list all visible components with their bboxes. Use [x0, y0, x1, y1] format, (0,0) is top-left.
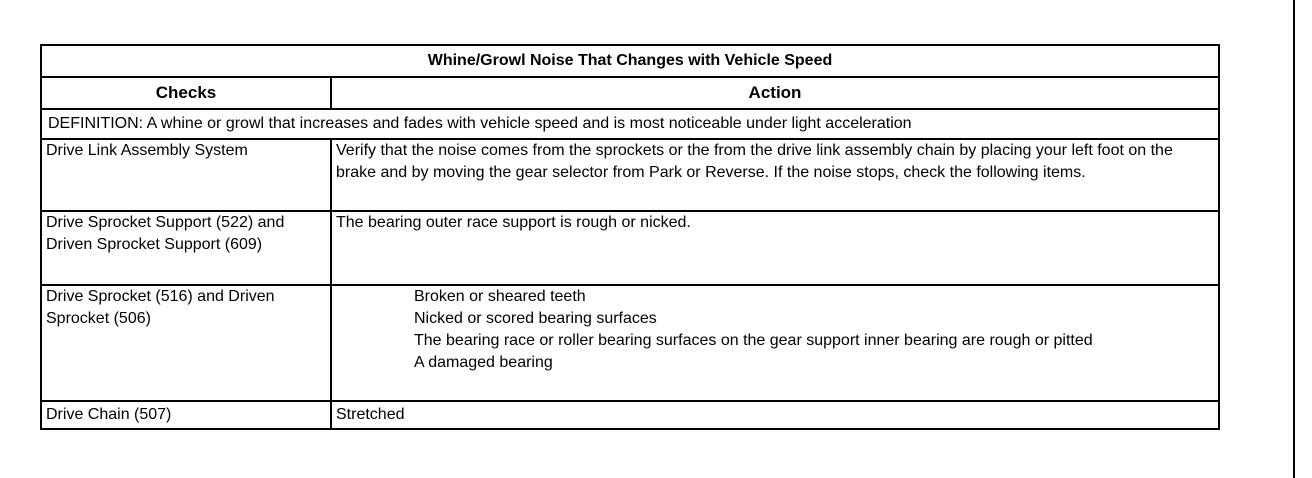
header-row: [41, 77, 1219, 109]
page-right-border: [1293, 0, 1295, 478]
action-cell: [331, 285, 1219, 401]
action-text: Stretched: [336, 406, 405, 423]
definition-text: DEFINITION: A whine or growl that increases and fades with vehicle speed and is most noticeable under light acceleration: [41, 109, 1219, 139]
check-cell: [41, 401, 331, 429]
title-row: [41, 45, 1219, 77]
action-list: [336, 286, 1214, 374]
table-row: [41, 401, 1219, 429]
table-title: Whine/Growl Noise That Changes with Vehicle Speed: [41, 45, 1219, 77]
action-text: Verify that the noise comes from the sprockets or the from the drive link assembly chain by placing your left foot on the brake and by moving the gear selector from Park or Reverse. If the noise stops, check the following items.: [336, 142, 1173, 181]
header-action: Action: [331, 77, 1219, 109]
check-text: Drive Chain (507): [46, 406, 172, 423]
diagnostic-table: [40, 44, 1220, 430]
definition-row: [41, 109, 1219, 139]
check-cell: [41, 139, 331, 211]
check-text: Drive Sprocket Support (522) and Driven Sprocket Support (609): [46, 214, 285, 253]
action-cell: [331, 211, 1219, 285]
check-cell: [41, 285, 331, 401]
header-checks: Checks: [41, 77, 331, 109]
check-text: Drive Link Assembly System: [46, 142, 248, 159]
table-row: [41, 211, 1219, 285]
action-text: The bearing outer race support is rough or nicked.: [336, 214, 691, 231]
action-cell: [331, 401, 1219, 429]
check-cell: [41, 211, 331, 285]
table-row: [41, 139, 1219, 211]
table-row: [41, 285, 1219, 401]
check-text: Drive Sprocket (516) and Driven Sprocket (506): [46, 288, 275, 327]
list-item: Nicked or scored bearing surfaces: [414, 310, 657, 327]
list-item: The bearing race or roller bearing surfaces on the gear support inner bearing are rough or pitted: [414, 332, 1093, 349]
list-item: Broken or sheared teeth: [414, 288, 586, 305]
list-item: A damaged bearing: [414, 354, 553, 371]
action-cell: [331, 139, 1219, 211]
